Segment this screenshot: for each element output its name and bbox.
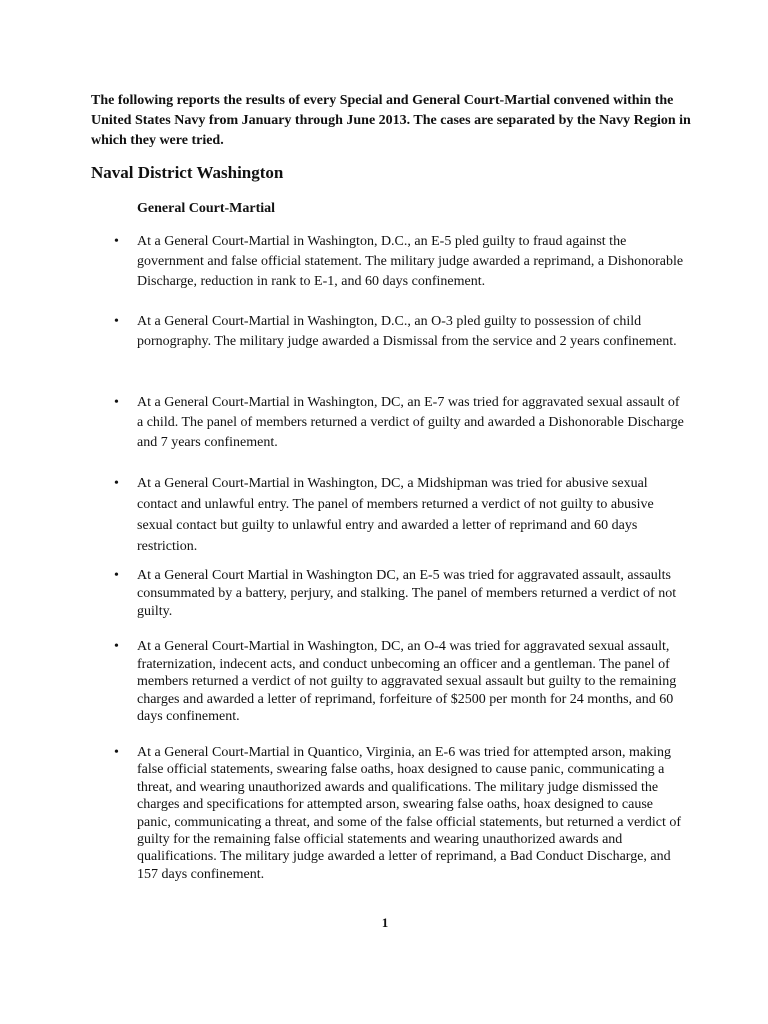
region-heading: Naval District Washington: [91, 163, 284, 182]
case-text-6: At a General Court-Martial in Washington, DC, an O-4 was tried for aggravated sexual assault, fraternization, indecent acts, and conduct unbecoming an officer and a gentleman. The panel of members returned a verdict of not guilty to aggravated sexual assault but guilty to the remaining charges and awarded a letter of reprimand, forfeiture of $2500 per month for 24 months, and 60 days confinement.: [137, 639, 677, 724]
case-text-4: At a General Court-Martial in Washington, DC, a Midshipman was tried for abusive sexual contact and unlawful entry. The panel of members returned a verdict of not guilty to abusive sexual contact but guilty to unlawful entry and awarded a letter of reprimand and 60 days restriction.: [137, 476, 654, 554]
subsection-heading: General Court-Martial: [137, 201, 276, 216]
bullet-marker: •: [114, 314, 119, 329]
bullet-marker: •: [114, 568, 119, 583]
intro-paragraph: The following reports the results of every Special and General Court-Martial convened within the United States Navy from January through June 2013. The cases are separated by the Navy Region in which they were tried.: [91, 93, 691, 148]
bullet-marker: •: [114, 395, 119, 410]
bullet-marker: •: [114, 234, 119, 249]
bullet-marker: •: [114, 639, 119, 654]
bullet-marker: •: [114, 745, 119, 760]
case-text-2: At a General Court-Martial in Washington, D.C., an O-3 pled guilty to possession of child pornography. The military judge awarded a Dismissal from the service and 2 years confinement.: [137, 314, 677, 349]
case-text-7: At a General Court-Martial in Quantico, Virginia, an E-6 was tried for attempted arson, making false official statements, swearing false oaths, hoax designed to cause panic, communicating a threat, and wearing unauthorized awards and qualifications. The military judge dismissed the charges and specifications for attempted arson, swearing false oaths, hoax designed to cause panic, communicating a threat, and some of the false official statements, but returned a verdict of guilty for the remaining false official statements and wearing unauthorized awards and qualifications. The military judge awarded a letter of reprimand, a Bad Conduct Discharge, and 157 days confinement.: [137, 745, 681, 882]
page-number: 1: [381, 915, 389, 930]
bullet-marker: •: [114, 476, 119, 491]
case-text-3: At a General Court-Martial in Washington, DC, an E-7 was tried for aggravated sexual assault of a child. The panel of members returned a verdict of guilty and awarded a Dishonorable Discharge and 7 years confinement.: [137, 395, 684, 450]
case-text-5: At a General Court Martial in Washington DC, an E-5 was tried for aggravated assault, assaults consummated by a battery, perjury, and stalking. The panel of members returned a verdict of not guilty.: [137, 568, 677, 619]
case-text-1: At a General Court-Martial in Washington, D.C., an E-5 pled guilty to fraud against the government and false official statement. The military judge awarded a reprimand, a Dishonorable Discharge, reduction in rank to E-1, and 60 days confinement.: [137, 234, 684, 289]
